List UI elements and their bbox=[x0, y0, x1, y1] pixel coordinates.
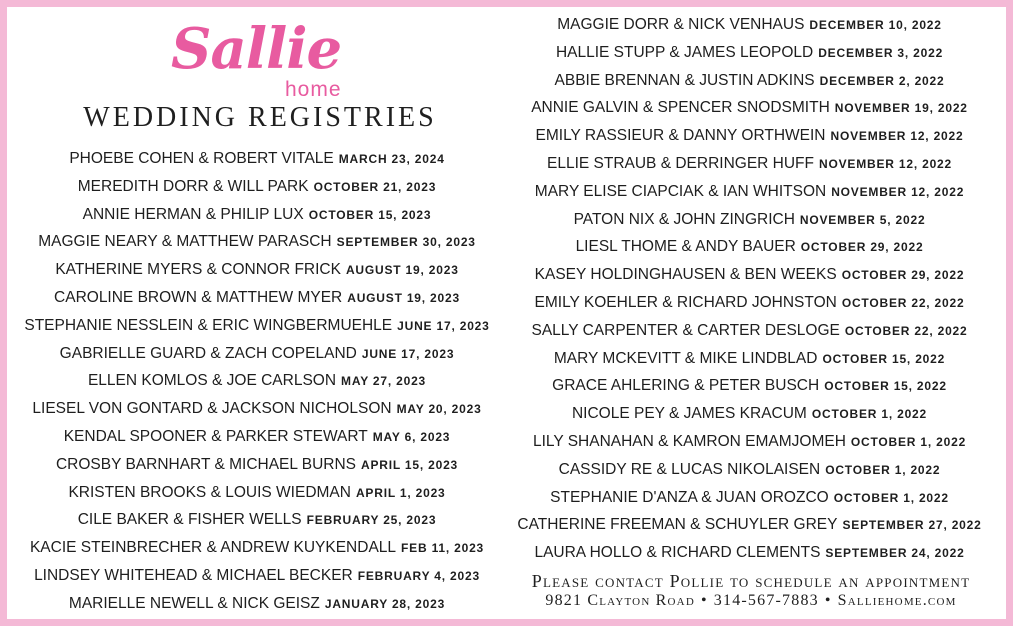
wedding-date: AUGUST 19, 2023 bbox=[345, 263, 459, 278]
couple-names: KRISTEN BROOKS & LOUIS WIEDMAN bbox=[68, 483, 351, 501]
wedding-date: SEPTEMBER 30, 2023 bbox=[336, 235, 476, 250]
couple-names: STEPHANIE D'ANZA & JUAN OROZCO bbox=[550, 488, 829, 506]
registry-entry bbox=[10, 145, 504, 173]
couple-names: ELLIE STRAUB & DERRINGER HUFF bbox=[547, 154, 814, 172]
registry-entry bbox=[10, 395, 504, 423]
wedding-date: APRIL 15, 2023 bbox=[361, 457, 459, 472]
wedding-date: FEB 11, 2023 bbox=[401, 541, 485, 556]
registry-entry bbox=[10, 451, 504, 479]
registry-entry bbox=[508, 428, 991, 456]
couple-names: EMILY KOEHLER & RICHARD JOHNSTON bbox=[534, 293, 837, 311]
couple-names: ABBIE BRENNAN & JUSTIN ADKINS bbox=[554, 71, 815, 89]
registry-entry bbox=[10, 201, 504, 229]
couple-names: LIESL THOME & ANDY BAUER bbox=[575, 238, 796, 256]
wedding-date: OCTOBER 15, 2022 bbox=[824, 379, 947, 394]
registry-entry bbox=[508, 122, 991, 150]
couple-names: CILE BAKER & FISHER WELLS bbox=[77, 511, 302, 529]
wedding-date: OCTOBER 15, 2022 bbox=[822, 351, 946, 366]
registry-entry bbox=[508, 206, 991, 234]
registry-entry bbox=[508, 233, 991, 261]
registry-entry bbox=[508, 317, 991, 345]
couple-names: LILY SHANAHAN & KAMRON EMAMJOMEH bbox=[532, 432, 846, 450]
registry-entry bbox=[508, 539, 991, 567]
registry-entry bbox=[508, 289, 991, 317]
wedding-date: NOVEMBER 12, 2022 bbox=[831, 184, 965, 199]
wedding-date: SEPTEMBER 24, 2022 bbox=[825, 546, 965, 561]
contact-details bbox=[496, 592, 1006, 610]
registry-entry bbox=[508, 484, 991, 512]
couple-names: MARIELLE NEWELL & NICK GEISZ bbox=[68, 594, 320, 612]
couple-names: CATHERINE FREEMAN & SCHUYLER GREY bbox=[517, 516, 838, 534]
couple-names: ELLEN KOMLOS & JOE CARLSON bbox=[87, 372, 337, 390]
couple-names: GRACE AHLERING & PETER BUSCH bbox=[552, 377, 820, 395]
couple-names: LAURA HOLLO & RICHARD CLEMENTS bbox=[534, 544, 821, 562]
couple-names: KACIE STEINBRECHER & ANDREW KUYKENDALL bbox=[29, 539, 397, 557]
couple-names: PHOEBE COHEN & ROBERT VITALE bbox=[69, 150, 334, 167]
registry-entry bbox=[10, 534, 504, 562]
couple-names: MAGGIE DORR & NICK VENHAUS bbox=[557, 16, 805, 33]
wedding-date: DECEMBER 10, 2022 bbox=[809, 18, 942, 32]
couple-names: STEPHANIE NESSLEIN & ERIC WINGBERMUEHLE bbox=[24, 316, 393, 334]
registry-entry bbox=[508, 400, 991, 428]
wedding-date: OCTOBER 15, 2023 bbox=[308, 207, 432, 222]
wedding-date: MARCH 23, 2024 bbox=[338, 152, 445, 166]
registry-entry bbox=[508, 345, 991, 373]
couple-names: MAGGIE NEARY & MATTHEW PARASCH bbox=[38, 233, 332, 251]
couple-names: NICOLE PEY & JAMES KRACUM bbox=[571, 405, 807, 423]
wedding-date: OCTOBER 29, 2022 bbox=[800, 240, 924, 255]
couple-names: HALLIE STUPP & JAMES LEOPOLD bbox=[555, 43, 814, 61]
wedding-date: OCTOBER 21, 2023 bbox=[313, 179, 437, 194]
wedding-date: JANUARY 28, 2023 bbox=[324, 596, 446, 611]
wedding-date: MAY 6, 2023 bbox=[372, 429, 451, 444]
registry-entry bbox=[508, 456, 991, 484]
registry-entry bbox=[10, 479, 504, 507]
registry-entry bbox=[508, 39, 991, 67]
store-website: Salliehome.com bbox=[837, 592, 957, 609]
wedding-date: MAY 27, 2023 bbox=[341, 374, 427, 389]
store-address: 9821 Clayton Road bbox=[545, 592, 695, 609]
registry-entry bbox=[508, 511, 991, 539]
registry-entry bbox=[508, 178, 991, 206]
wedding-date: NOVEMBER 12, 2022 bbox=[819, 156, 952, 171]
registry-entry bbox=[10, 173, 504, 201]
couple-names: KASEY HOLDINGHAUSEN & BEN WEEKS bbox=[534, 266, 837, 284]
registry-entry bbox=[10, 284, 504, 312]
separator-dot: • bbox=[700, 592, 708, 609]
couple-names: CASSIDY RE & LUCAS NIKOLAISEN bbox=[558, 460, 821, 478]
registry-list-right bbox=[508, 11, 991, 567]
wedding-date: OCTOBER 22, 2022 bbox=[841, 295, 965, 310]
registry-entry bbox=[508, 261, 991, 289]
wedding-date: FEBRUARY 4, 2023 bbox=[357, 568, 480, 583]
couple-names: SALLY CARPENTER & CARTER DESLOGE bbox=[531, 321, 840, 339]
registry-entry bbox=[10, 228, 504, 256]
registry-entry bbox=[10, 506, 504, 534]
couple-names: CAROLINE BROWN & MATTHEW MYER bbox=[54, 288, 343, 306]
registry-entry bbox=[508, 11, 991, 39]
registry-entry bbox=[10, 423, 504, 451]
wedding-date: NOVEMBER 12, 2022 bbox=[830, 129, 964, 144]
page-title: WEDDING REGISTRIES bbox=[83, 102, 437, 133]
couple-names: KENDAL SPOONER & PARKER STEWART bbox=[63, 427, 368, 445]
wedding-date: OCTOBER 1, 2022 bbox=[825, 462, 941, 477]
wedding-date: APRIL 1, 2023 bbox=[355, 485, 446, 500]
wedding-date: FEBRUARY 25, 2023 bbox=[306, 513, 437, 528]
couple-names: LINDSEY WHITEHEAD & MICHAEL BECKER bbox=[34, 566, 353, 584]
registry-entry bbox=[10, 590, 504, 618]
wedding-date: OCTOBER 1, 2022 bbox=[850, 434, 967, 449]
registry-entry bbox=[10, 256, 504, 284]
wedding-date: NOVEMBER 5, 2022 bbox=[799, 212, 926, 227]
couple-names: KATHERINE MYERS & CONNOR FRICK bbox=[55, 261, 341, 279]
logo-home-text: home bbox=[285, 78, 342, 101]
contact-instruction: Please contact Pollie to schedule an appointment bbox=[531, 571, 971, 591]
wedding-date: OCTOBER 22, 2022 bbox=[844, 323, 968, 338]
couple-names: PATON NIX & JOHN ZINGRICH bbox=[573, 210, 795, 228]
sallie-home-logo bbox=[171, 16, 361, 109]
couple-names: CROSBY BARNHART & MICHAEL BURNS bbox=[55, 455, 356, 473]
couple-names: LIESEL VON GONTARD & JACKSON NICHOLSON bbox=[32, 400, 392, 418]
registry-entry bbox=[508, 150, 991, 178]
wedding-date: MAY 20, 2023 bbox=[396, 402, 482, 417]
registry-list-left bbox=[10, 145, 504, 618]
wedding-date: DECEMBER 3, 2022 bbox=[818, 45, 944, 60]
wedding-date: NOVEMBER 19, 2022 bbox=[834, 101, 968, 116]
registry-entry bbox=[508, 372, 991, 400]
registry-entry bbox=[10, 367, 504, 395]
wedding-date: OCTOBER 29, 2022 bbox=[841, 268, 965, 283]
logo-script-text: Sallie bbox=[171, 16, 342, 82]
registry-entry bbox=[10, 312, 504, 340]
wedding-date: JUNE 17, 2023 bbox=[397, 318, 490, 333]
registry-entry bbox=[508, 94, 991, 122]
separator-dot: • bbox=[824, 592, 832, 609]
store-phone: 314-567-7883 bbox=[713, 592, 819, 609]
wedding-date: OCTOBER 1, 2022 bbox=[833, 490, 949, 505]
couple-names: ANNIE GALVIN & SPENCER SNODSMITH bbox=[531, 99, 830, 117]
registry-entry bbox=[10, 562, 504, 590]
wedding-date: DECEMBER 2, 2022 bbox=[819, 73, 945, 88]
wedding-date: SEPTEMBER 27, 2022 bbox=[842, 518, 982, 533]
wedding-date: JUNE 17, 2023 bbox=[361, 346, 455, 361]
wedding-date: AUGUST 19, 2023 bbox=[347, 290, 460, 305]
couple-names: MARY ELISE CIAPCIAK & IAN WHITSON bbox=[534, 182, 827, 200]
wedding-date: OCTOBER 1, 2022 bbox=[811, 407, 927, 422]
registry-entry bbox=[10, 340, 504, 368]
couple-names: GABRIELLE GUARD & ZACH COPELAND bbox=[59, 344, 357, 362]
couple-names: ANNIE HERMAN & PHILIP LUX bbox=[82, 205, 304, 223]
couple-names: EMILY RASSIEUR & DANNY ORTHWEIN bbox=[535, 127, 826, 145]
couple-names: MARY MCKEVITT & MIKE LINDBLAD bbox=[553, 349, 818, 367]
couple-names: MEREDITH DORR & WILL PARK bbox=[77, 177, 309, 195]
registry-entry bbox=[508, 67, 991, 95]
